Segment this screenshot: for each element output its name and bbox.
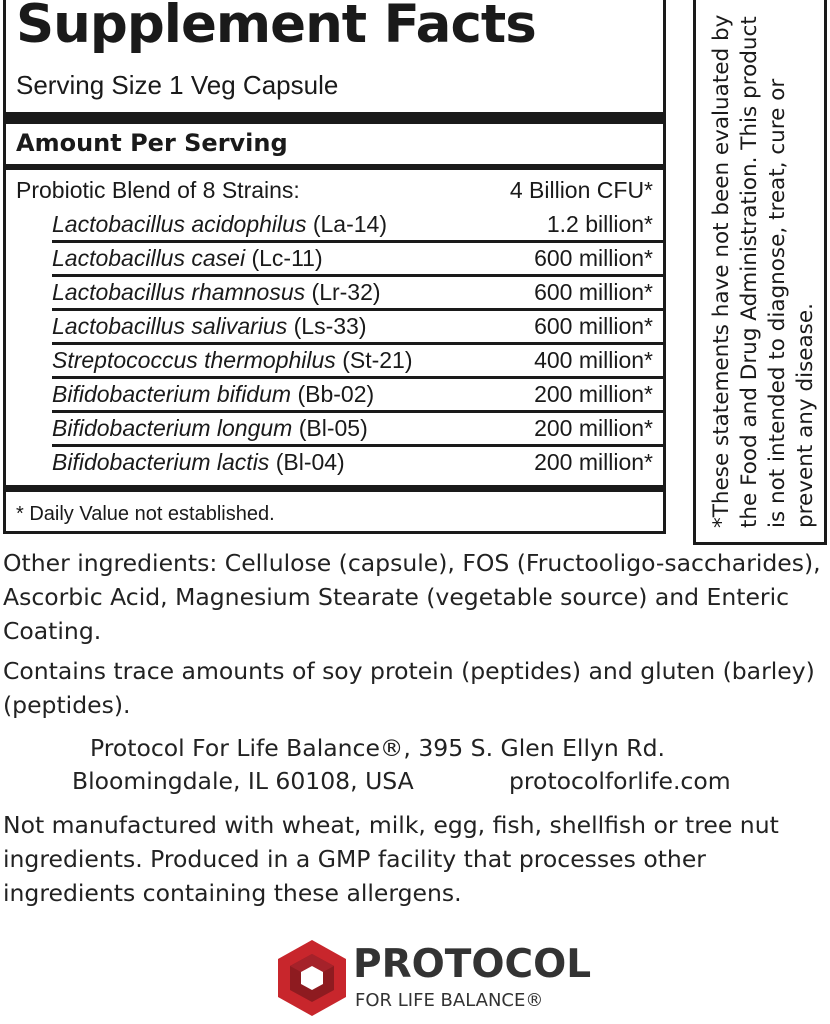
strain-row (52, 379, 653, 409)
thick-divider (6, 112, 663, 124)
strain-row (52, 413, 653, 443)
strain-code: (Bb-02) (297, 381, 375, 407)
strain-amount: 600 million* (534, 245, 653, 271)
strain-amount: 600 million* (534, 313, 653, 339)
supplement-facts-panel (3, 0, 666, 534)
allergen-statement: Not manufactured with wheat, milk, egg, fish, shellfish or tree nut ingredients. Produced in a GMP facility that processes other ingredients containing these allergens. (3, 811, 779, 907)
strain-name: Bifidobacterium lactis (52, 449, 270, 475)
protocol-logo (275, 938, 592, 1018)
blend-amount: 4 Billion CFU* (509, 177, 653, 203)
strain-name: Lactobacillus acidophilus (52, 211, 307, 237)
hexagon-logo-icon (275, 938, 349, 1018)
strain-row (52, 447, 653, 477)
strain-amount: 200 million* (534, 415, 653, 441)
strain-amount: 400 million* (534, 347, 653, 373)
logo-tagline: FOR LIFE BALANCE® (355, 990, 544, 1011)
company-address: Protocol For Life Balance®, 395 S. Glen Ellyn Rd. (90, 734, 665, 762)
strain-code: (Lr-32) (311, 279, 381, 305)
strain-row (52, 311, 653, 341)
thick-divider (6, 485, 663, 492)
strain-name: Lactobacillus casei (52, 245, 246, 271)
strain-code: (Bl-04) (275, 449, 345, 475)
strain-name: Bifidobacterium bifidum (52, 381, 292, 407)
medium-divider (6, 164, 663, 170)
blend-label: Probiotic Blend of 8 Strains: (16, 177, 300, 203)
strain-amount: 200 million* (534, 381, 653, 407)
strain-row (52, 243, 653, 273)
company-website: protocolforlife.com (509, 767, 731, 795)
amount-per-serving-heading: Amount Per Serving (16, 129, 288, 157)
strain-name: Bifidobacterium longum (52, 415, 293, 441)
strain-row (52, 277, 653, 307)
allergen-trace-note: Contains trace amounts of soy protein (peptides) and gluten (barley) (peptides). (3, 657, 815, 719)
fda-disclaimer-text: *These statements have not been evaluated by the Food and Drug Administration. This product is not intended to diagnose, treat, cure or prevent any disease. (709, 14, 818, 528)
serving-size: Serving Size 1 Veg Capsule (16, 70, 339, 100)
strain-amount: 600 million* (534, 279, 653, 305)
strain-amount: 200 million* (534, 449, 653, 475)
other-ingredients: Other ingredients: Cellulose (capsule), FOS (Fructooligo-saccharides), Ascorbic Acid, Magnesium Stearate (vegetable source) and Enteric Coating. (3, 549, 821, 645)
facts-title: Supplement Facts (16, 0, 536, 55)
fda-disclaimer-box (693, 0, 827, 545)
strain-name: Streptococcus thermophilus (52, 347, 336, 373)
strain-row (52, 209, 653, 239)
strain-amount: 1.2 billion* (546, 211, 653, 237)
strain-code: (St-21) (342, 347, 413, 373)
company-city: Bloomingdale, IL 60108, USA (72, 767, 414, 795)
strain-row (52, 345, 653, 375)
logo-brand-text: PROTOCOL (353, 942, 592, 987)
strain-code: (Lc-11) (251, 245, 323, 271)
strain-code: (Ls-33) (293, 313, 367, 339)
strain-code: (Bl-05) (298, 415, 368, 441)
strain-name: Lactobacillus salivarius (52, 313, 288, 339)
strain-name: Lactobacillus rhamnosus (52, 279, 306, 305)
blend-row (16, 175, 653, 205)
daily-value-note: * Daily Value not established. (16, 503, 275, 525)
strain-code: (La-14) (312, 211, 387, 237)
